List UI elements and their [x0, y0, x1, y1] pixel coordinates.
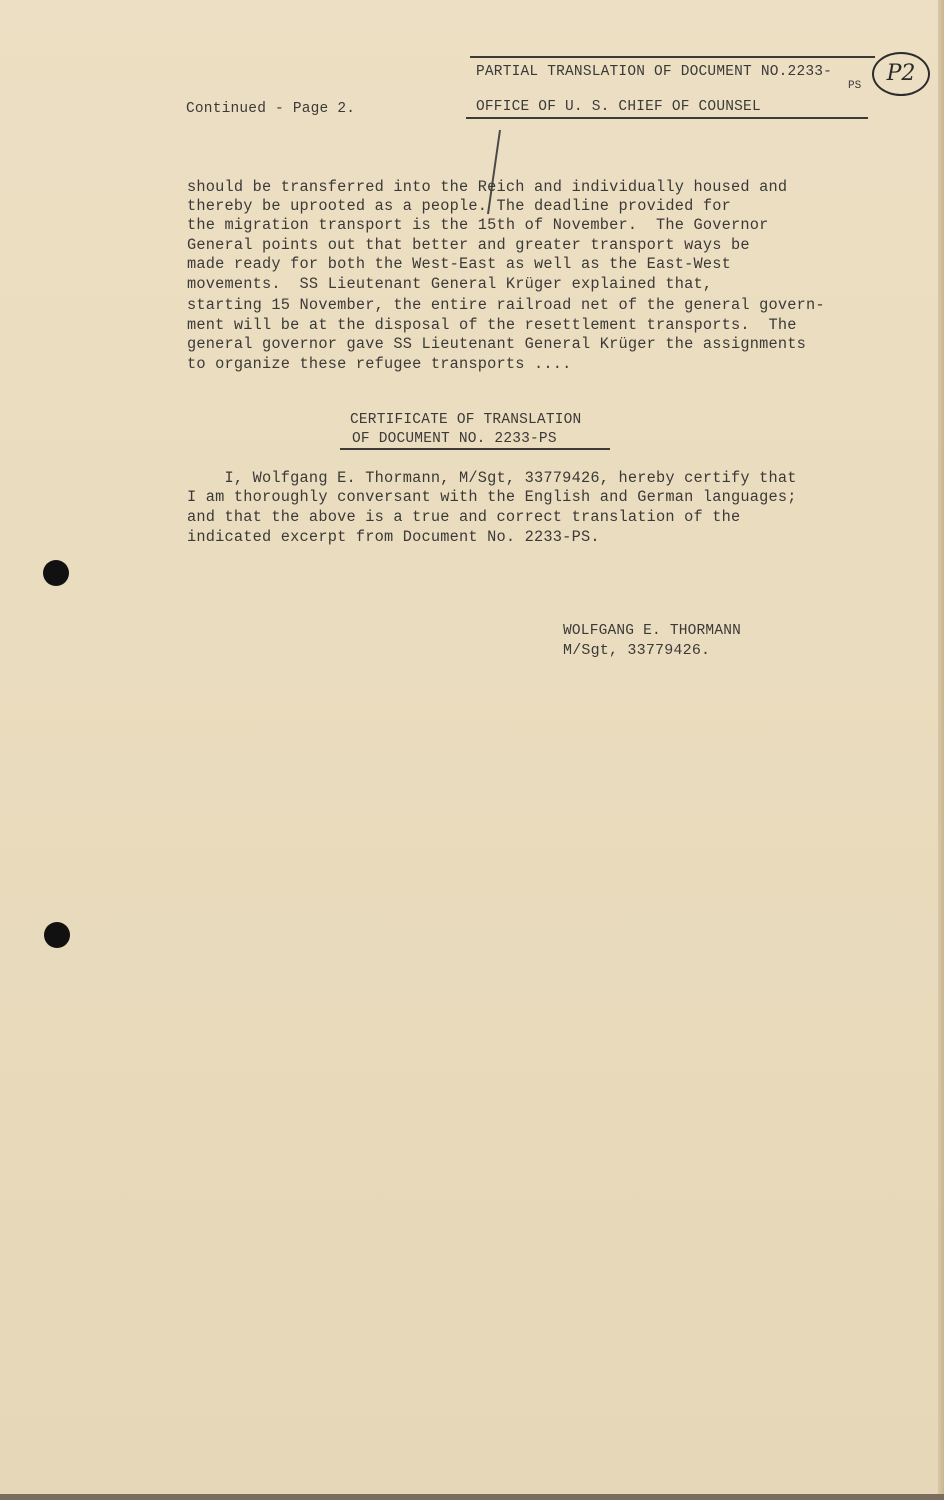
continued-page-label: Continued - Page 2. — [186, 101, 356, 117]
signature-rank: M/Sgt, 33779426. — [563, 642, 711, 659]
punch-hole-top — [43, 560, 69, 586]
document-title: PARTIAL TRANSLATION OF DOCUMENT NO.2233- — [476, 64, 833, 80]
certificate-line: I am thoroughly conversant with the English and German languages; — [187, 488, 797, 506]
body-line: should be transferred into the Reich and individually housed and — [187, 178, 788, 196]
certificate-line: indicated excerpt from Document No. 2233-PS. — [187, 528, 600, 546]
page-mark-handwritten: P2 — [872, 52, 930, 96]
body-line: General points out that better and greater transport ways be — [187, 236, 750, 254]
certificate-subheading: OF DOCUMENT NO. 2233-PS — [352, 431, 557, 447]
certificate-underline — [340, 448, 610, 450]
body-line: starting 15 November, the entire railroad net of the general govern- — [187, 296, 825, 314]
body-line: general governor gave SS Lieutenant General Krüger the assignments — [187, 335, 807, 353]
document-title-suffix: PS — [848, 80, 862, 92]
punch-hole-bottom — [44, 922, 70, 948]
certificate-line: I, Wolfgang E. Thormann, M/Sgt, 33779426, hereby certify that — [187, 469, 797, 487]
certificate-heading: CERTIFICATE OF TRANSLATION — [350, 412, 582, 428]
signature-name: WOLFGANG E. THORMANN — [563, 623, 742, 639]
body-line: ment will be at the disposal of the resettlement transports. The — [187, 316, 797, 334]
office-line: OFFICE OF U. S. CHIEF OF COUNSEL — [476, 99, 761, 115]
body-line: thereby be uprooted as a people. The deadline provided for — [187, 197, 732, 215]
body-line: movements. SS Lieutenant General Krüger explained that, — [187, 275, 713, 293]
page-edge — [938, 0, 944, 1500]
header-top-rule — [470, 56, 875, 58]
body-line: the migration transport is the 15th of November. The Governor — [187, 216, 769, 234]
body-line: to organize these refugee transports .... — [187, 355, 572, 373]
office-underline — [466, 117, 868, 119]
page-bottom-edge — [0, 1494, 944, 1500]
certificate-line: and that the above is a true and correct translation of the — [187, 508, 741, 526]
body-line: made ready for both the West-East as well as the East-West — [187, 255, 732, 273]
